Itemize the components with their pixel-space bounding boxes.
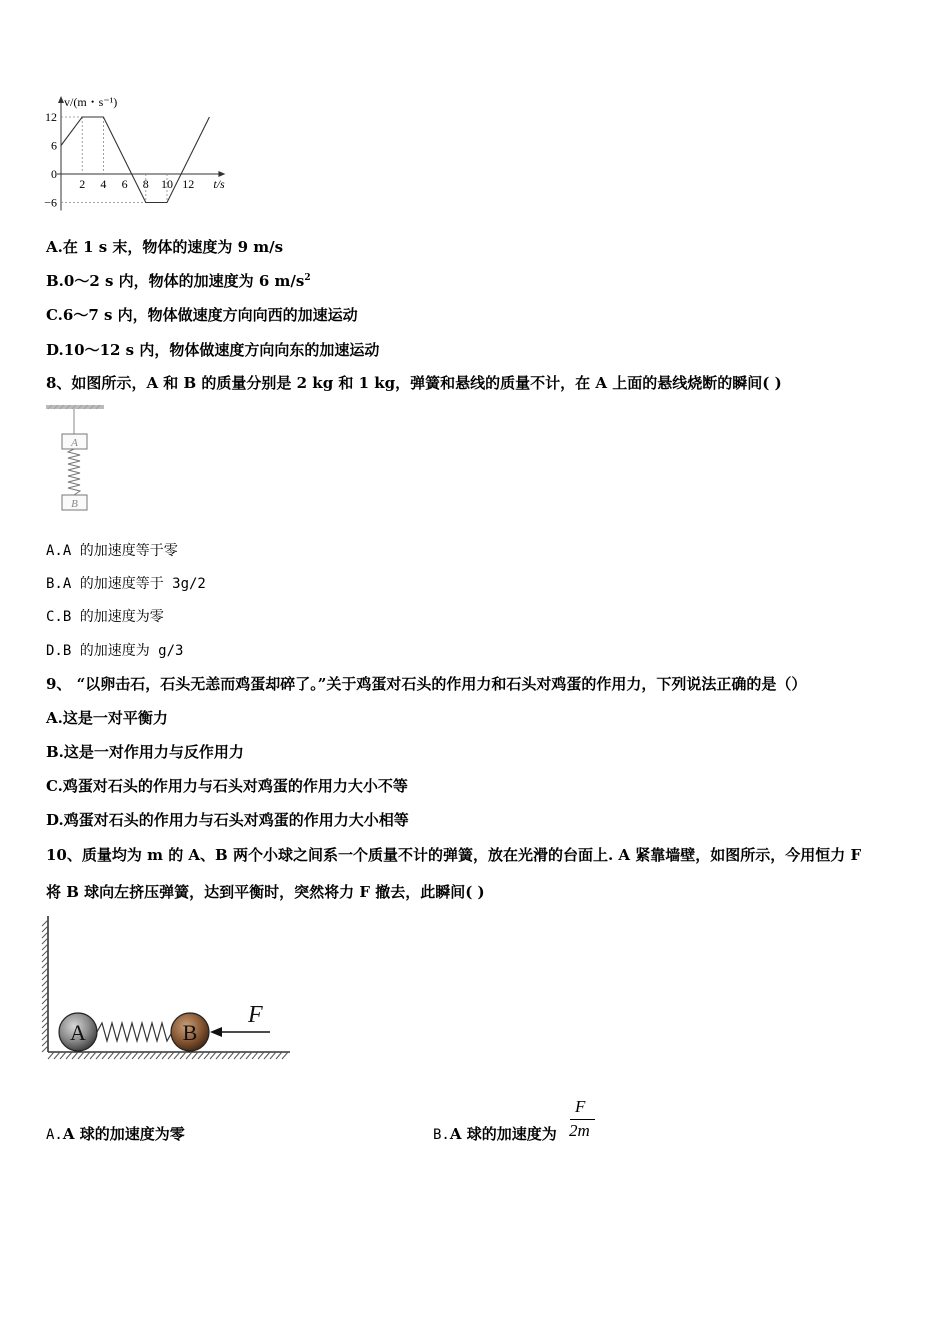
wall-hatch-line	[42, 950, 48, 956]
floor-hatch-line	[180, 1052, 186, 1059]
q9-option-b: B.这是一对作用力与反作用力	[46, 743, 244, 761]
floor-hatch-line	[168, 1052, 174, 1059]
floor-hatch-line	[48, 1052, 54, 1059]
floor-hatch-line	[72, 1052, 78, 1059]
force-label: F	[248, 1002, 263, 1028]
q7-option-a: A.在 1 s 末，物体的速度为 9 m/s	[46, 238, 284, 256]
wall-hatch-line	[42, 968, 48, 974]
fraction-denominator: 2m	[569, 1121, 590, 1140]
wall-hatch-line	[42, 1004, 48, 1010]
floor-hatch-line	[78, 1052, 84, 1059]
floor-hatch-line	[258, 1052, 264, 1059]
x-tick-label: 10	[161, 177, 173, 191]
wall-hatch-line	[42, 1034, 48, 1040]
q7-option-d: D.10～12 s 内，物体做速度方向向东的加速运动	[46, 341, 380, 359]
floor-hatch-line	[114, 1052, 120, 1059]
floor-hatch-line	[138, 1052, 144, 1059]
floor-hatch-line	[216, 1052, 222, 1059]
x-tick-label: 4	[100, 177, 107, 191]
q10-option-a-letter: A.	[46, 1127, 63, 1143]
floor-hatch-line	[228, 1052, 234, 1059]
x-tick-label: 2	[79, 177, 86, 191]
floor-hatch-line	[270, 1052, 276, 1059]
wall-hatch-line	[42, 998, 48, 1004]
q7-option-b-exponent: 2	[304, 273, 311, 283]
floor-hatch-line	[120, 1052, 126, 1059]
floor-hatch-line	[132, 1052, 138, 1059]
q9-stem: 9、 “以卵击石，石头无恙而鸡蛋却碎了。”关于鸡蛋对石头的作用力和石头对鸡蛋的作用力，下列说法正确的是（）	[46, 675, 807, 693]
q8-option-c: C.B 的加速度为零	[46, 609, 164, 625]
floor-hatch-line	[234, 1052, 240, 1059]
q8-option-b: B.A 的加速度等于 3g/2	[46, 576, 206, 592]
q9-option-d: D.鸡蛋对石头的作用力与石头对鸡蛋的作用力大小相等	[46, 811, 409, 829]
hanging-spring-diagram	[44, 402, 110, 522]
floor-hatch-line	[192, 1052, 198, 1059]
q9-option-c: C.鸡蛋对石头的作用力与石头对鸡蛋的作用力大小不等	[46, 777, 408, 795]
wall-hatch-line	[42, 956, 48, 962]
q10-stem-line2: 将 B 球向左挤压弹簧，达到平衡时，突然将力 F 撤去，此瞬间( )	[46, 883, 485, 901]
wall-hatch-line	[42, 1040, 48, 1046]
floor-hatch-line	[150, 1052, 156, 1059]
floor-hatch-line	[204, 1052, 210, 1059]
floor-hatch-line	[252, 1052, 258, 1059]
x-axis-label: t/s	[213, 177, 225, 191]
wall-spring-balls-diagram	[40, 912, 300, 1067]
velocity-time-chart	[40, 92, 250, 222]
block-a-label: A	[71, 437, 78, 449]
y-axis-label: v/(m・s⁻¹)	[64, 95, 118, 109]
force-arrow-head	[210, 1027, 222, 1037]
floor-hatch-line	[90, 1052, 96, 1059]
x-tick-label: 12	[182, 177, 195, 191]
q7-option-c: C.6～7 s 内，物体做速度方向向西的加速运动	[46, 306, 358, 324]
q8-option-a: A.A 的加速度等于零	[46, 543, 178, 559]
ball-a-label: A	[70, 1020, 86, 1045]
floor-hatch-line	[96, 1052, 102, 1059]
floor-hatch-line	[240, 1052, 246, 1059]
floor-hatch-line	[246, 1052, 252, 1059]
q8-option-d: D.B 的加速度为 g/3	[46, 643, 184, 659]
wall-hatch-line	[42, 1010, 48, 1016]
floor-hatch-line	[84, 1052, 90, 1059]
q10-option-a	[46, 1123, 185, 1144]
floor-hatch-line	[162, 1052, 168, 1059]
floor-hatch-line	[126, 1052, 132, 1059]
floor-hatch-line	[222, 1052, 228, 1059]
wall-hatch-line	[42, 1016, 48, 1022]
q7-option-b	[46, 270, 311, 291]
wall-hatch-line	[42, 986, 48, 992]
floor-hatch-line	[102, 1052, 108, 1059]
wall-hatch-line	[42, 944, 48, 950]
y-tick-label: 6	[51, 138, 57, 153]
ball-b-label: B	[182, 1020, 198, 1045]
floor-hatch-line	[174, 1052, 180, 1059]
y-tick-label: 0	[51, 167, 57, 181]
floor-hatch-line	[282, 1052, 288, 1059]
floor-hatch-line	[276, 1052, 282, 1059]
fraction-numerator: F	[575, 1097, 586, 1116]
wall-hatch-line	[42, 1028, 48, 1034]
wall-hatch-line	[42, 962, 48, 968]
floor-hatch-line	[264, 1052, 270, 1059]
floor-hatch-line	[198, 1052, 204, 1059]
wall-hatch-line	[42, 938, 48, 944]
q10-option-b-fraction	[569, 1097, 597, 1143]
wall-hatch-line	[42, 932, 48, 938]
wall-hatch-line	[42, 980, 48, 986]
fraction-bar	[570, 1119, 595, 1120]
q8-stem: 8、如图所示，A 和 B 的质量分别是 2 kg 和 1 kg，弹簧和悬线的质量不计，在 A 上面的悬线烧断的瞬间( )	[46, 374, 782, 392]
wall-hatch-line	[42, 1022, 48, 1028]
q9-option-a: A.这是一对平衡力	[46, 709, 168, 727]
y-tick-label: 12	[45, 110, 57, 124]
wall-hatch-line	[42, 1046, 48, 1052]
floor-hatch-line	[144, 1052, 150, 1059]
x-tick-label: 8	[142, 177, 149, 191]
floor-hatch-line	[156, 1052, 162, 1059]
q10-option-a-text: A 球的加速度为零	[62, 1125, 185, 1143]
spring	[68, 449, 80, 495]
q10-option-b-text: A 球的加速度为	[449, 1125, 557, 1143]
wall-hatch-line	[42, 926, 48, 932]
floor-hatch-line	[66, 1052, 72, 1059]
q10-option-b	[433, 1123, 557, 1144]
block-b-label: B	[71, 498, 78, 510]
x-tick-label: 6	[121, 177, 128, 191]
floor-hatch-line	[210, 1052, 216, 1059]
floor-hatch-line	[60, 1052, 66, 1059]
wall-hatch-line	[42, 992, 48, 998]
floor-hatch-line	[186, 1052, 192, 1059]
wall-hatch-line	[42, 974, 48, 980]
floor-hatch-line	[108, 1052, 114, 1059]
q10-stem-line1: 10、质量均为 m 的 A、B 两个小球之间系一个质量不计的弹簧，放在光滑的台面上. A 紧靠墙壁，如图所示，今用恒力 F	[46, 846, 862, 864]
spring-horizontal	[97, 1023, 172, 1041]
y-tick-label: −6	[44, 195, 57, 210]
wall-hatch-line	[42, 920, 48, 926]
floor-hatch-line	[54, 1052, 60, 1059]
q7-option-b-text: B.0～2 s 内，物体的加速度为 6 m/s	[46, 272, 305, 290]
q10-option-b-letter: B.	[433, 1127, 450, 1143]
